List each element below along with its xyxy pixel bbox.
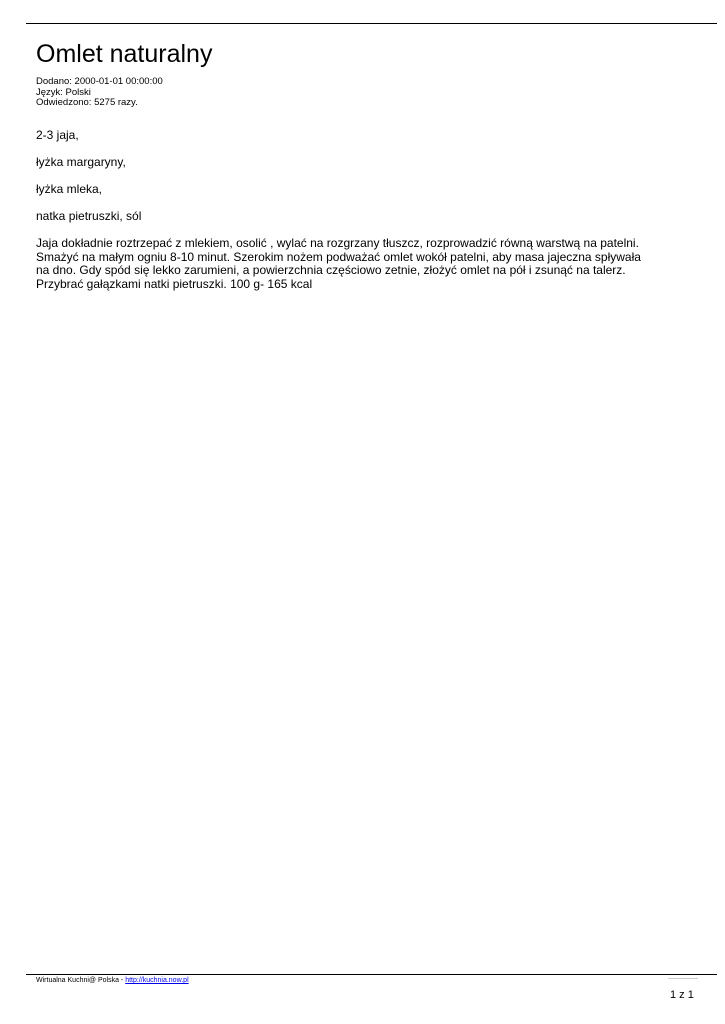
- header-divider: [26, 23, 717, 24]
- footer-mark: [668, 978, 698, 979]
- footer-site-name: Wirtualna Kuchni@ Polska -: [36, 977, 126, 984]
- ingredient-line: łyżka mleka,: [36, 182, 103, 196]
- recipe-body: [36, 129, 666, 291]
- page-title: Omlet naturalny: [36, 40, 213, 68]
- language: Język: Polski: [36, 86, 91, 98]
- ingredient-line: 2-3 jaja,: [36, 128, 79, 142]
- recipe-metadata: [36, 77, 163, 109]
- ingredient-line: łyżka margaryny,: [36, 155, 126, 169]
- page-number: 1 z 1: [670, 989, 694, 1001]
- date-added: Dodano: 2000-01-01 00:00:00: [36, 76, 163, 87]
- visit-count: Odwiedzono: 5275 razy.: [36, 97, 138, 109]
- recipe-instructions: Jaja dokładnie roztrzepać z mlekiem, osolić , wylać na rozgrzany tłuszcz, rozprowadzić równą warstwą na patelni. Smażyć na małym ogniu 8-10 minut. Szerokim nożem podważać omlet wokół patelni, aby masa jajeczna spływała na dno. Gdy spód się lekko zarumieni, a powierzchnia częściowo zetnie, złożyć omlet na pół i zsunąć na talerz. Przybrać gałązkami natki pietruszki. 100 g- 165 kcal: [36, 236, 641, 291]
- ingredient-line: natka pietruszki, sól: [36, 209, 142, 223]
- site-link[interactable]: http://kuchnia.now.pl: [125, 977, 189, 984]
- page-footer: [36, 976, 189, 985]
- footer-divider: [26, 974, 717, 975]
